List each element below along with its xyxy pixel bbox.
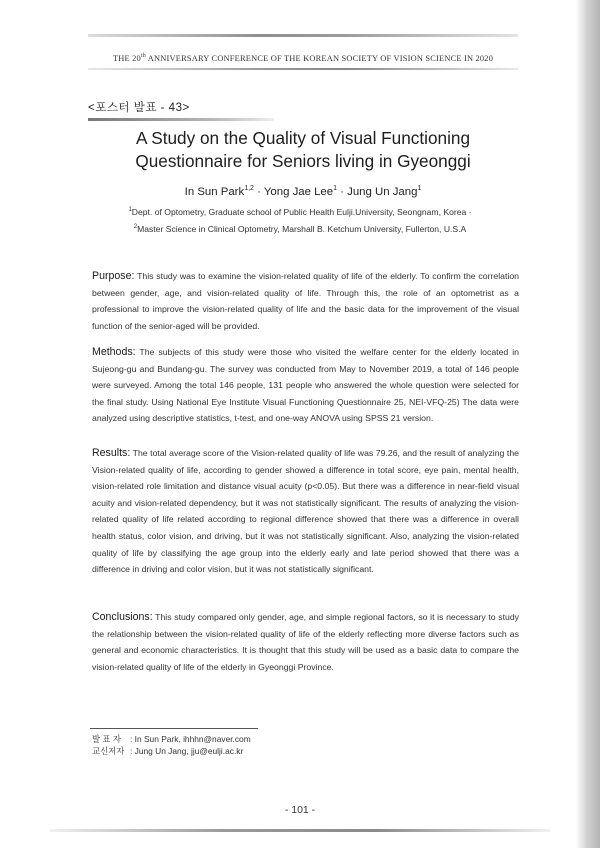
purpose-section [92,268,519,334]
corresponding-author-footnote: 교신저자 : Jung Un Jang, jju@eulji.ac.kr [92,746,244,756]
header-rule [88,68,518,70]
affiliation-2: $^2$Master Science in Clinical Optometry, Marshall B. Ketchum University, Fullerton, U.S.A [133,224,467,234]
conference-header: THE 20th ANNIVERSARY CONFERENCE OF THE KOREAN SOCIETY OF VISION SCIENCE IN 2020 [112,53,494,63]
page-number: - 101 - [284,804,316,816]
session-rule [88,118,274,121]
title-line-1: A Study on the Quality of Visual Functioning [135,128,471,148]
author-name: Yong Jae Lee [263,185,334,198]
paper-title [88,127,518,173]
conclusions-section [92,609,519,675]
section-body: This study compared only gender, age, and simple regional factors, so it is necessary to study the relationship between the vision-related quality of life of the elderly reflecting more diverse factors such as general and economic characteristics. It is thought that this study will be used as a basic data to compare the vision-related quality of life of the elderly in Gyeonggi Province. [92,612,519,672]
affiliation-1: $^1$Dept. of Optometry, Graduate school of Public Health Eulji.University, Seongnam, Korea · [128,207,472,217]
session-label: <포스터 발표 - 43> [88,102,190,114]
section-heading: Methods: [92,346,136,358]
author-name: In Sun Park [184,185,245,198]
section-body: The total average score of the Vision-related quality of life was 79.26, and the result of analyzing the Vision-related quality of life, according to gender showed a difference in total score, eye pain, mental health, vision-related role limitation and distance visual acuity (p<0.05). But there was a difference in near-field visual acuity and vision-related dependency, but it was not statistically significant. The results of analyzing the vision-related quality of life related according to regional difference showed that there was a difference in overall health status, color vision, and driving, but it was not statistically significant. Also, analyzing the vision-related quality of life by classifying the age group into the elderly early and late period showed that there was a difference in driving and color vision, but it was not statistically significant. [92,448,519,575]
author-list: In Sun Park$^{1,2}$ · Yong Jae Lee$^1$ · Jung Un Jang$^1$ [184,185,422,198]
section-heading: Results: [92,447,131,459]
results-section [92,445,519,578]
section-body: The subjects of this study were those who visited the welfare center for the elderly located in Sujeong-gu and Bundang-gu. The survey was conducted from May to November 2019, a total of 146 people were surveyed. Among the total 146 people, 131 people who answered the whole question were selected for the final study. Using National Eye Institute Visual Functioning Questionnaire 25, NEI-VFQ-25) The data were analyzed using descriptive statistics, t-test, and one-way ANOVA using SPSS 21 version. [92,347,519,424]
top-decorative-bar [88,34,518,37]
section-heading: Conclusions: [92,611,153,623]
presenter-footnote: 발 표 자 : In Sun Park, ihhhn@naver.com [92,734,251,744]
bottom-decorative-bar [50,829,550,832]
methods-section [92,344,519,427]
author-name: Jung Un Jang [347,185,418,198]
page-edge-shadow [576,0,600,848]
section-body: This study was to examine the vision-related quality of life of the elderly. To confirm the correlation between gender, age, and vision-related quality of life. Through this, the role of an optometrist as a professional to improve the vision-related quality of life and the basic data for the improvement of the visual function of the senior-aged will be provided. [92,271,519,331]
title-line-2: Questionnaire for Seniors living in Gyeonggi [135,151,471,171]
section-heading: Purpose: [92,270,135,282]
footnote-rule [90,728,258,729]
